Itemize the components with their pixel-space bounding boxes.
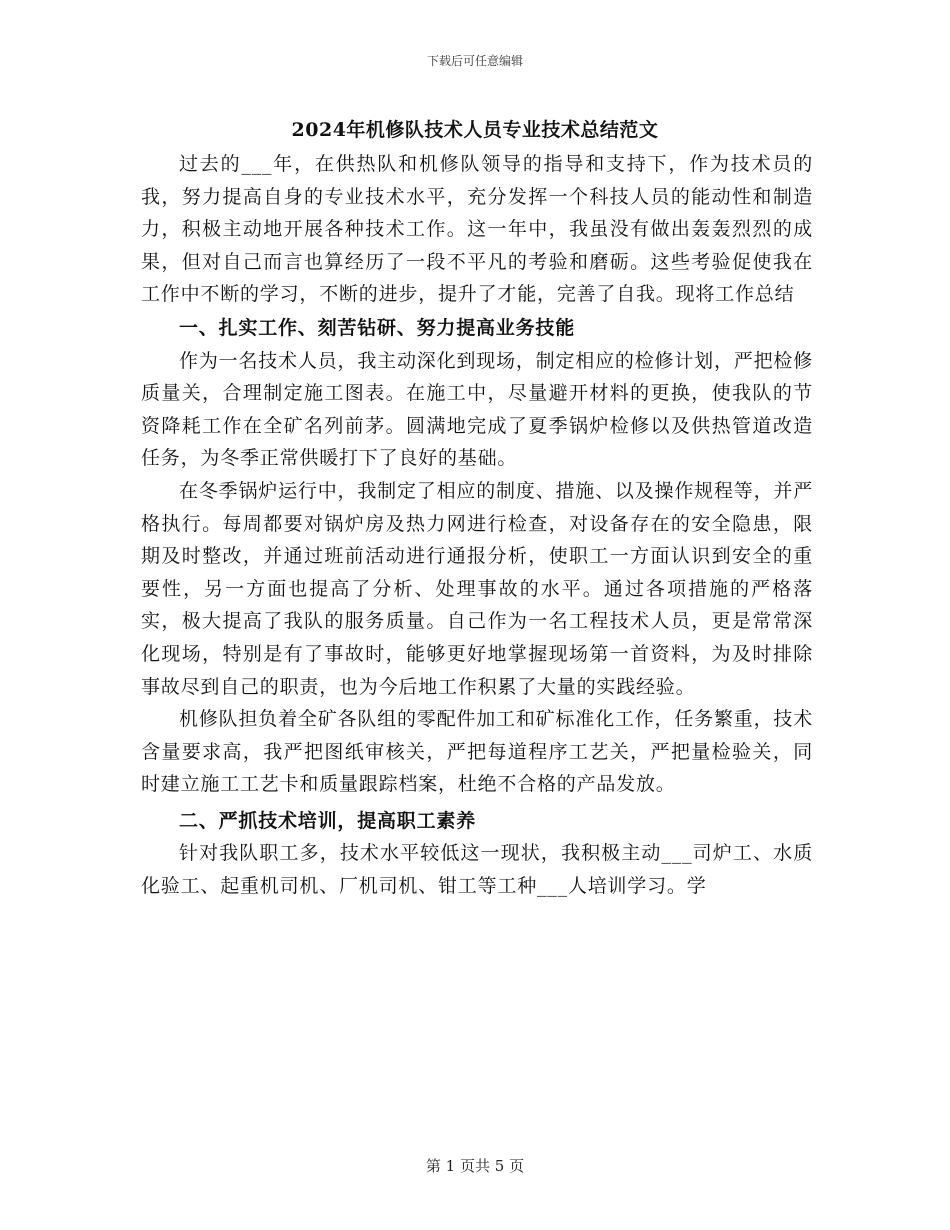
- section-1-paragraph-2: 在冬季锅炉运行中，我制定了相应的制度、措施、以及操作规程等，并严格执行。每周都要对锅炉房及热力网进行检查，对设备存在的安全隐患，限期及时整改，并通过班前活动进行通报分析，使职工一方面认识到安全的重要性，另一方面也提高了分析、处理事故的水平。通过各项措施的严格落实，极大提高了我队的服务质量。自己作为一名工程技术人员，更是常常深化现场，特别是有了事故时，能够更好地掌握现场第一首资料，为及时排除事故尽到自己的职责，也为今后地工作积累了大量的实践经验。: [141, 479, 813, 698]
- section-2-paragraph-1: 针对我队职工多，技术水平较低这一现状，我积极主动___司炉工、水质化验工、起重机司机、厂机司机、钳工等工种___人培训学习。学: [141, 842, 813, 898]
- section-1-paragraph-1: 作为一名技术人员，我主动深化到现场，制定相应的检修计划，严把检修质量关，合理制定施工图表。在施工中，尽量避开材料的更换，使我队的节资降耗工作在全矿名列前茅。圆满地完成了夏季锅炉检修以及供热管道改造任务，为冬季正常供暖打下了良好的基础。: [141, 349, 813, 470]
- header-note: 下载后可任意编辑: [426, 54, 523, 68]
- section-1-heading: 一、扎实工作、刻苦钻研、努力提高业务技能: [179, 316, 576, 339]
- section-2-heading: 二、严抓技术培训，提高职工素养: [179, 809, 477, 832]
- document-title: 2024年机修队技术人员专业技术总结范文: [291, 119, 659, 141]
- page-number: 第 1 页共 5 页: [425, 1157, 525, 1175]
- section-1-paragraph-3: 机修队担负着全矿各队组的零配件加工和矿标准化工作，任务繁重，技术含量要求高，我严把图纸审核关，严把每道程序工艺关，严把量检验关，同时建立施工工艺卡和质量跟踪档案，杜绝不合格的产品发放。: [141, 708, 813, 796]
- intro-paragraph: 过去的___年，在供热队和机修队领导的指导和支持下，作为技术员的我，努力提高自身的专业技术水平，充分发挥一个科技人员的能动性和制造力，积极主动地开展各种技术工作。这一年中，我虽没有做出轰轰烈烈的成果，但对自己而言也算经历了一段不平凡的考验和磨砺。这些考验促使我在工作中不断的学习，不断的进步，提升了才能，完善了自我。现将工作总结: [141, 153, 813, 306]
- document-body: [141, 148, 813, 903]
